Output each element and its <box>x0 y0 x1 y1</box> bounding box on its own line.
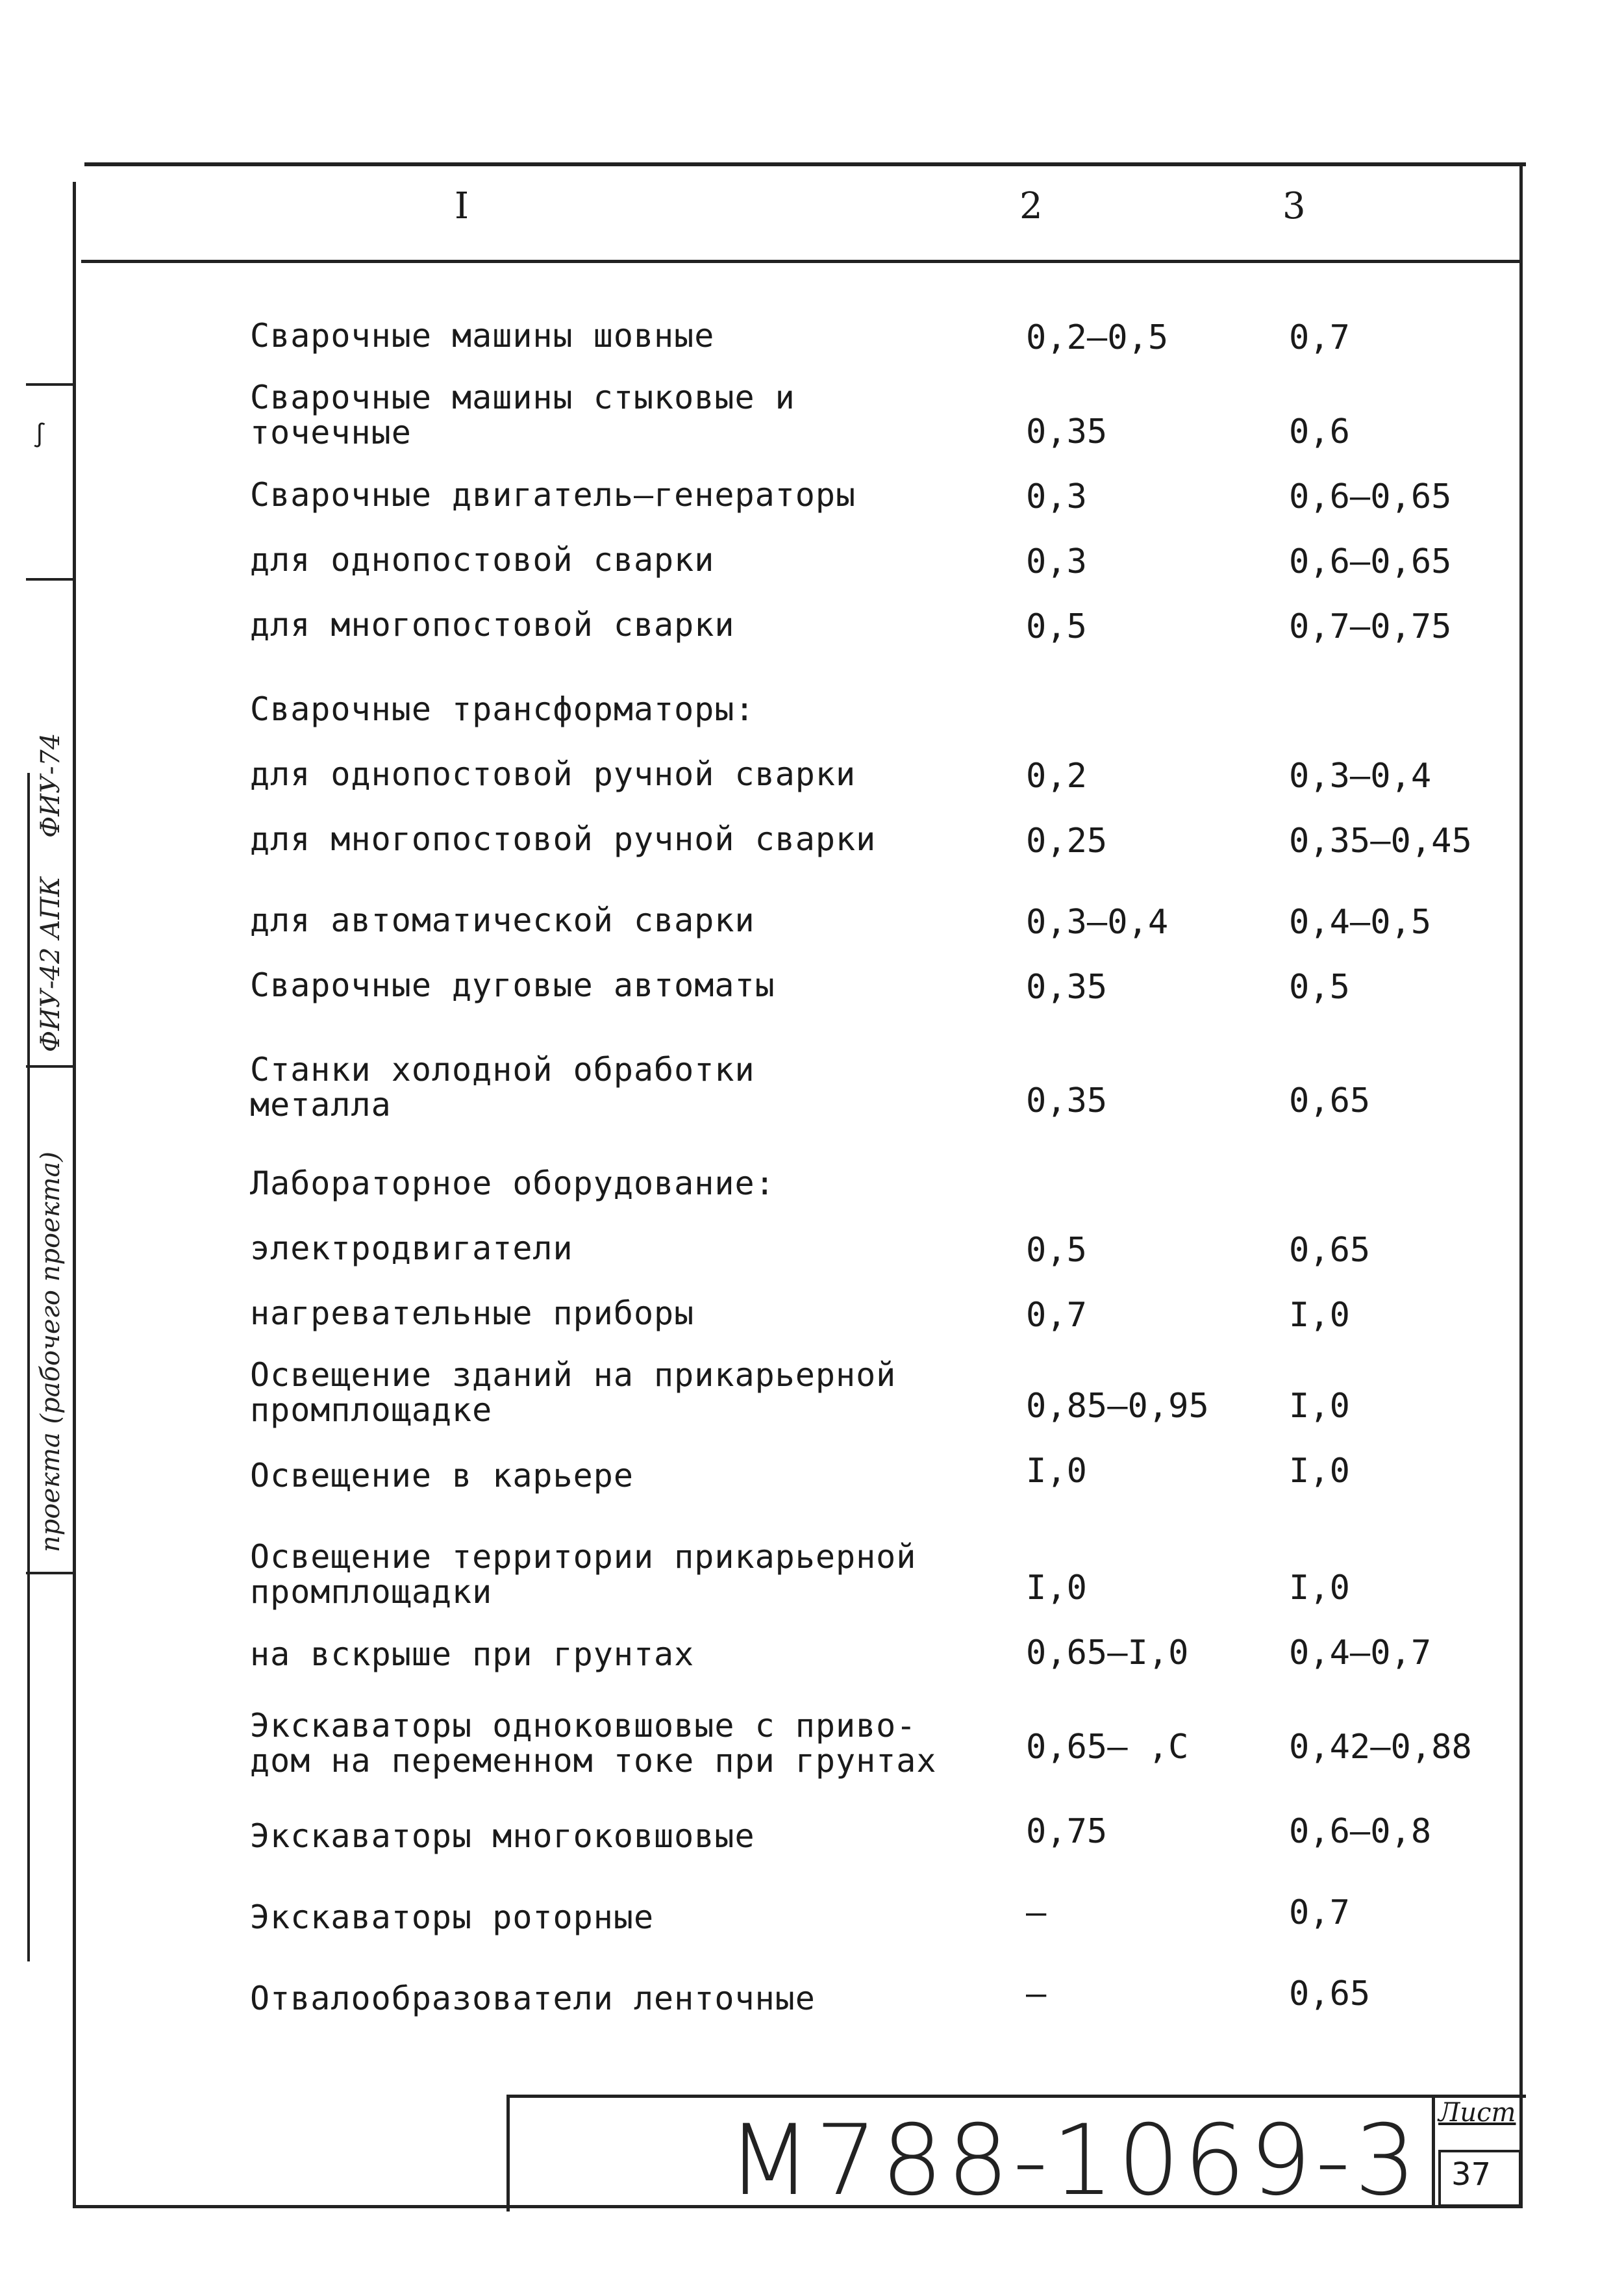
row-value-3: 0,7 <box>1289 1893 1350 1932</box>
row-value-3: 0,65 <box>1289 1081 1371 1120</box>
row-name: для однопостовой ручной сварки <box>250 755 856 793</box>
sheet-label: Лист <box>1438 2098 1516 2128</box>
row-value-2: 0,5 <box>1026 607 1087 646</box>
row-name: Освещение зданий на прикарьерной промплощадке <box>250 1356 897 1429</box>
row-value-2: 0,3–0,4 <box>1026 903 1169 942</box>
row-value-2: 0,85–0,95 <box>1026 1387 1209 1426</box>
row-name: Освещение в карьере <box>250 1457 634 1494</box>
side-stamp-text-a: ФИУ-42 АПК <box>36 876 66 1052</box>
sheet-number: 37 <box>1451 2156 1492 2193</box>
row-name: для автоматической сварки <box>250 901 755 939</box>
row-value-2: 0,35 <box>1026 1081 1108 1120</box>
row-value-2: I,0 <box>1026 1569 1087 1607</box>
row-value-2: – <box>1026 1893 1047 1932</box>
side-stamp-divider <box>26 578 73 581</box>
row-value-3: I,0 <box>1289 1452 1350 1491</box>
row-value-3: 0,5 <box>1289 968 1350 1007</box>
row-name: электродвигатели <box>250 1229 573 1267</box>
header-rule <box>81 260 1523 263</box>
row-value-3: I,0 <box>1289 1387 1350 1426</box>
row-value-3: 0,6–0,8 <box>1289 1812 1432 1851</box>
row-name: на вскрыше при грунтах <box>250 1635 695 1673</box>
row-name: Отвалообразователи ленточные <box>250 1980 816 2017</box>
row-value-3: 0,65 <box>1289 1974 1371 2013</box>
row-value-2: 0,65– ,С <box>1026 1728 1189 1767</box>
row-value-3: 0,3–0,4 <box>1289 757 1432 796</box>
row-name: для однопостовой сварки <box>250 541 715 579</box>
row-value-3: 0,4–0,7 <box>1289 1633 1432 1672</box>
row-name: Сварочные трансформаторы: <box>250 690 755 728</box>
row-value-2: 0,35 <box>1026 968 1108 1007</box>
side-stamp-text-c: проекта (рабочего проекта) <box>36 1151 66 1552</box>
side-stamp-line <box>27 773 30 1961</box>
row-value-2: 0,2–0,5 <box>1026 318 1169 357</box>
row-value-2: 0,75 <box>1026 1812 1108 1851</box>
row-value-3: 0,7 <box>1289 318 1350 357</box>
column-header-1: I <box>455 185 469 227</box>
row-value-3: 0,6 <box>1289 412 1350 451</box>
row-value-3: 0,35–0,45 <box>1289 822 1472 861</box>
document-code: М788-1069-3 <box>727 2104 1421 2217</box>
row-value-2: 0,7 <box>1026 1296 1087 1335</box>
row-name: Сварочные машины шовные <box>250 317 715 355</box>
row-name: Освещение территории прикарьерной промплощадки <box>250 1538 917 1611</box>
row-value-2: 0,3 <box>1026 542 1087 581</box>
row-name: Станки холодной обработки металла <box>250 1051 755 1124</box>
row-name: Сварочные машины стыковые и точечные <box>250 379 795 451</box>
row-value-2: 0,3 <box>1026 477 1087 516</box>
row-name: для многопостовой сварки <box>250 606 735 644</box>
row-name: для многопостовой ручной сварки <box>250 820 877 858</box>
row-value-3: 0,42–0,88 <box>1289 1728 1472 1767</box>
row-value-2: I,0 <box>1026 1452 1087 1491</box>
row-value-2: 0,65–I,0 <box>1026 1633 1189 1672</box>
side-stamp-divider <box>26 1065 73 1068</box>
column-header-3: 3 <box>1282 185 1306 227</box>
signature-mark: ∫ <box>32 422 47 449</box>
row-value-3: 0,6–0,65 <box>1289 542 1452 581</box>
side-stamp-divider <box>26 383 73 386</box>
row-name: нагревательные приборы <box>250 1294 695 1332</box>
row-value-3: 0,6–0,65 <box>1289 477 1452 516</box>
row-name: Экскаваторы роторные <box>250 1898 655 1936</box>
frame-right-border <box>1519 162 1523 2208</box>
frame-top-border <box>84 162 1526 166</box>
row-name: Сварочные двигатель–генераторы <box>250 476 856 514</box>
row-name: Лабораторное оборудование: <box>250 1165 775 1202</box>
row-value-3: 0,4–0,5 <box>1289 903 1432 942</box>
row-name: Экскаваторы одноковшовые с приво- дом на переменном токе при грунтах <box>250 1707 937 1780</box>
side-stamp-divider <box>26 1572 73 1574</box>
column-header-2: 2 <box>1019 185 1043 227</box>
row-value-2: 0,35 <box>1026 412 1108 451</box>
row-value-2: – <box>1026 1974 1047 2013</box>
row-value-3: I,0 <box>1289 1296 1350 1335</box>
row-value-2: 0,25 <box>1026 822 1108 861</box>
row-value-3: I,0 <box>1289 1569 1350 1607</box>
frame-left-border <box>73 182 76 2208</box>
side-stamp-strip <box>0 383 73 1591</box>
row-value-2: 0,2 <box>1026 757 1087 796</box>
row-name: Сварочные дуговые автоматы <box>250 966 775 1004</box>
row-value-2: 0,5 <box>1026 1231 1087 1270</box>
row-value-3: 0,65 <box>1289 1231 1371 1270</box>
side-stamp-text-b: ФИУ-74 <box>36 733 66 838</box>
row-value-3: 0,7–0,75 <box>1289 607 1452 646</box>
row-name: Экскаваторы многоковшовые <box>250 1817 755 1855</box>
